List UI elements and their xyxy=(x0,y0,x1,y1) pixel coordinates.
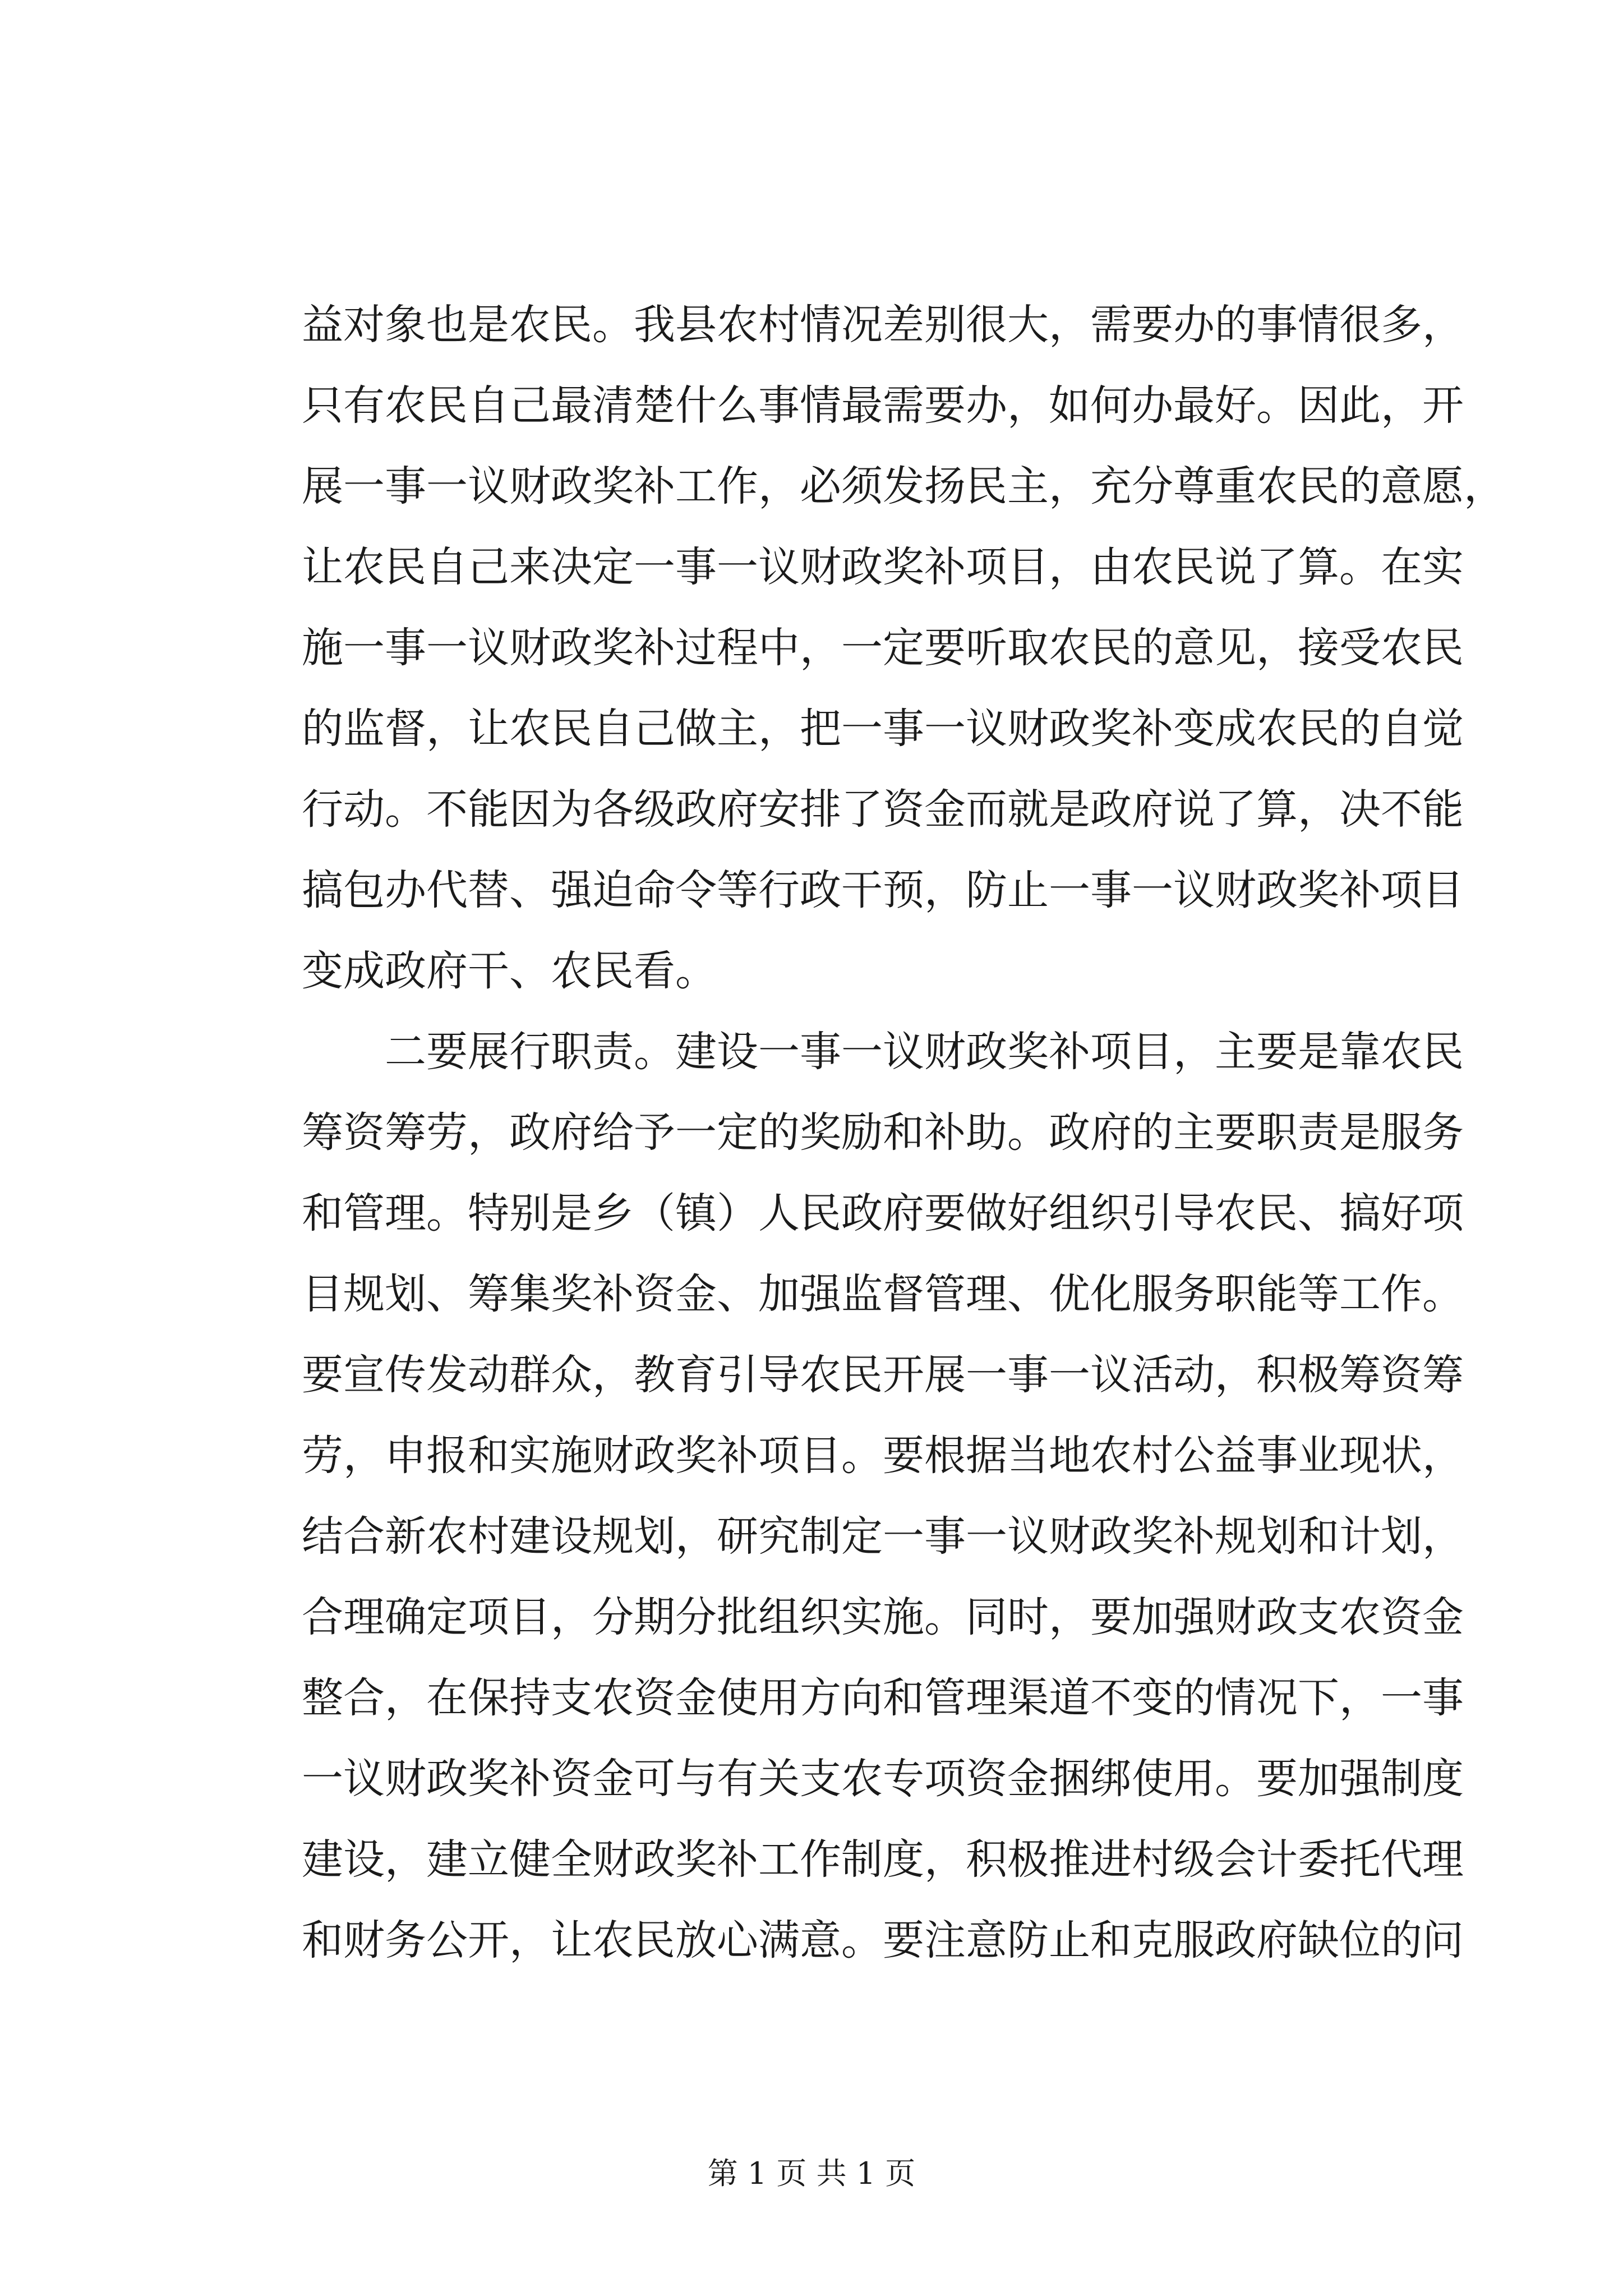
text-line: 行动。不能因为各级政府安排了资金而就是政府说了算，决不能 xyxy=(302,785,1464,834)
text-line: 整合，在保持支农资金使用方向和管理渠道不变的情况下，一事 xyxy=(302,1674,1464,1722)
text-line: 筹资筹劳，政府给予一定的奖励和补助。政府的主要职责是服务 xyxy=(302,1108,1464,1157)
text-line: 一议财政奖补资金可与有关支农专项资金捆绑使用。要加强制度 xyxy=(302,1755,1464,1803)
text-line: 让农民自己来决定一事一议财政奖补项目，由农民说了算。在实 xyxy=(302,543,1464,591)
text-line: 合理确定项目，分期分批组织实施。同时，要加强财政支农资金 xyxy=(302,1593,1464,1641)
page-number-footer: 第 1 页 共 1 页 xyxy=(707,2156,916,2191)
text-line: 劳，申报和实施财政奖补项目。要根据当地农村公益事业现状， xyxy=(302,1432,1464,1480)
text-line: 展一事一议财政奖补工作，必须发扬民主，充分尊重农民的意愿， xyxy=(302,462,1505,510)
text-line: 要宣传发动群众，教育引导农民开展一事一议活动，积极筹资筹 xyxy=(302,1351,1464,1399)
text-line: 目规划、筹集奖补资金、加强监督管理、优化服务职能等工作。 xyxy=(302,1270,1464,1318)
text-line: 只有农民自己最清楚什么事情最需要办，如何办最好。因此，开 xyxy=(302,381,1464,430)
text-line: 施一事一议财政奖补过程中，一定要听取农民的意见，接受农民 xyxy=(302,624,1464,672)
text-line: 结合新农村建设规划，研究制定一事一议财政奖补规划和计划， xyxy=(302,1512,1464,1561)
text-line: 和管理。特别是乡（镇）人民政府要做好组织引导农民、搞好项 xyxy=(302,1189,1464,1237)
body-text xyxy=(302,284,1505,1981)
text-line: 的监督，让农民自己做主，把一事一议财政奖补变成农民的自觉 xyxy=(302,705,1464,753)
text-line: 和财务公开，让农民放心满意。要注意防止和克服政府缺位的问 xyxy=(302,1916,1464,1964)
text-line: 益对象也是农民。我县农村情况差别很大，需要办的事情很多， xyxy=(302,301,1464,349)
text-line: 变成政府干、农民看。 xyxy=(302,947,717,995)
text-line: 建设，建立健全财政奖补工作制度，积极推进村级会计委托代理 xyxy=(302,1835,1464,1884)
paragraph-start-line: 二要展行职责。建设一事一议财政奖补项目，主要是靠农民 xyxy=(302,1028,1464,1076)
text-line: 搞包办代替、强迫命令等行政干预，防止一事一议财政奖补项目 xyxy=(302,866,1464,914)
